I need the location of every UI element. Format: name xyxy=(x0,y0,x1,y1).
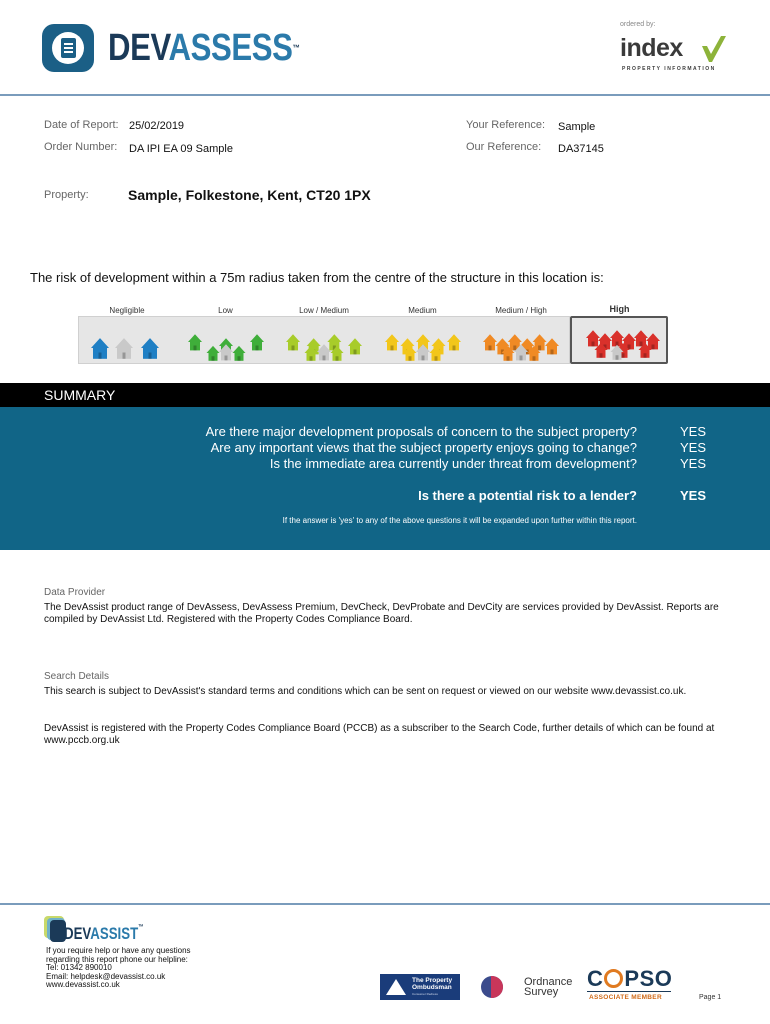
helpline-email: Email: helpdesk@devassist.co.uk xyxy=(46,971,166,981)
ordered-by-label: ordered by: xyxy=(620,21,656,28)
ordnance-survey-logo: Ordnance Survey xyxy=(481,974,577,1000)
helpline-line: regarding this report phone our helpline: xyxy=(46,954,188,964)
summary-answer: YES xyxy=(680,456,707,471)
risk-level-houses-icon xyxy=(177,322,275,362)
helpline-block xyxy=(46,947,191,990)
lender-risk-answer: YES xyxy=(680,488,707,503)
pccb-text: DevAssist is registered with the Property Codes Compliance Board (PCCB) as a subscriber to the Search Code, further details of which can be found at www.pccb.org.uk xyxy=(44,723,715,746)
property-address: Sample, Folkestone, Kent, CT20 1PX xyxy=(128,187,371,203)
copso-logo: C PSO ASSOCIATE MEMBER xyxy=(587,966,673,1001)
order-number-value: DA IPI EA 09 Sample xyxy=(129,143,233,155)
devassist-logo-text: DEVASSIST™ xyxy=(64,924,144,943)
your-reference-value: Sample xyxy=(558,121,596,133)
summary-panel xyxy=(0,407,770,550)
summary-question: Is the immediate area currently under threat from development? xyxy=(269,456,637,471)
summary-question: Are there major development proposals of concern to the subject property? xyxy=(205,424,637,439)
date-value: 25/02/2019 xyxy=(129,120,185,132)
risk-level-houses-icon xyxy=(78,322,176,362)
index-logo-text: index xyxy=(620,34,683,62)
risk-level-houses-icon xyxy=(374,322,472,362)
devassess-logo-text: DEVASSESS™ xyxy=(108,27,300,69)
footer-divider xyxy=(0,903,770,905)
page-number: Page 1 xyxy=(699,994,722,1001)
summary-note: If the answer is 'yes' to any of the above questions it will be expanded upon further within this report. xyxy=(282,516,637,525)
risk-scale xyxy=(78,300,670,368)
order-number-label: Order Number: xyxy=(44,141,118,153)
risk-level-label: Medium / High xyxy=(495,306,547,315)
date-label: Date of Report: xyxy=(44,119,119,131)
risk-level-label: Medium xyxy=(408,306,437,315)
helpline-website: www.devassist.co.uk xyxy=(46,980,120,989)
data-provider-heading: Data Provider xyxy=(44,587,106,598)
helpline-line: If you require help or have any questions xyxy=(46,946,191,955)
report-header xyxy=(0,0,770,96)
devassist-mark-icon xyxy=(44,916,66,942)
summary-heading: SUMMARY xyxy=(0,383,770,407)
index-check-icon xyxy=(700,34,728,64)
devassist-logo xyxy=(44,916,154,944)
risk-level-houses-icon xyxy=(275,322,373,362)
devassess-logo-icon xyxy=(42,24,94,72)
property-ombudsman-logo: The Property Ombudsman Consumer Redress xyxy=(380,974,460,1000)
ombudsman-triangle-icon xyxy=(386,979,406,995)
your-reference-label: Your Reference: xyxy=(466,119,546,131)
risk-level-label: Negligible xyxy=(109,306,145,315)
summary-answer: YES xyxy=(680,424,707,439)
risk-level-houses-icon xyxy=(571,322,669,362)
summary-answer: YES xyxy=(680,440,707,455)
lender-risk-question: Is there a potential risk to a lender? xyxy=(418,488,637,503)
data-provider-text: The DevAssist product range of DevAssess, DevAssess Premium, DevCheck, DevProbate and DevCity are services provided by DevAssist. Reports are compiled by DevAssist Ltd. Registered with the Property Codes Compliance Board. xyxy=(44,602,719,625)
risk-title: The risk of development within a 75m radius taken from the centre of the structure in this location is: xyxy=(30,270,604,285)
our-reference-value: DA37145 xyxy=(558,143,604,155)
helpline-phone: Tel: 01342 890010 xyxy=(46,963,112,972)
property-label: Property: xyxy=(44,189,89,201)
index-subtitle: PROPERTY INFORMATION xyxy=(622,66,716,72)
summary-question: Are any important views that the subject property enjoys going to change? xyxy=(210,440,637,455)
risk-level-label: Low / Medium xyxy=(299,306,349,315)
risk-level-label: High xyxy=(609,304,630,314)
search-details-heading: Search Details xyxy=(44,671,110,682)
our-reference-label: Our Reference: xyxy=(466,141,542,153)
risk-level-houses-icon xyxy=(472,322,570,362)
risk-level-label: Low xyxy=(218,306,233,315)
copso-ring-icon xyxy=(604,969,623,988)
search-details-text: This search is subject to DevAssist's standard terms and conditions which can be sent on request or viewed on our website www.devassist.co.uk. xyxy=(44,686,687,697)
